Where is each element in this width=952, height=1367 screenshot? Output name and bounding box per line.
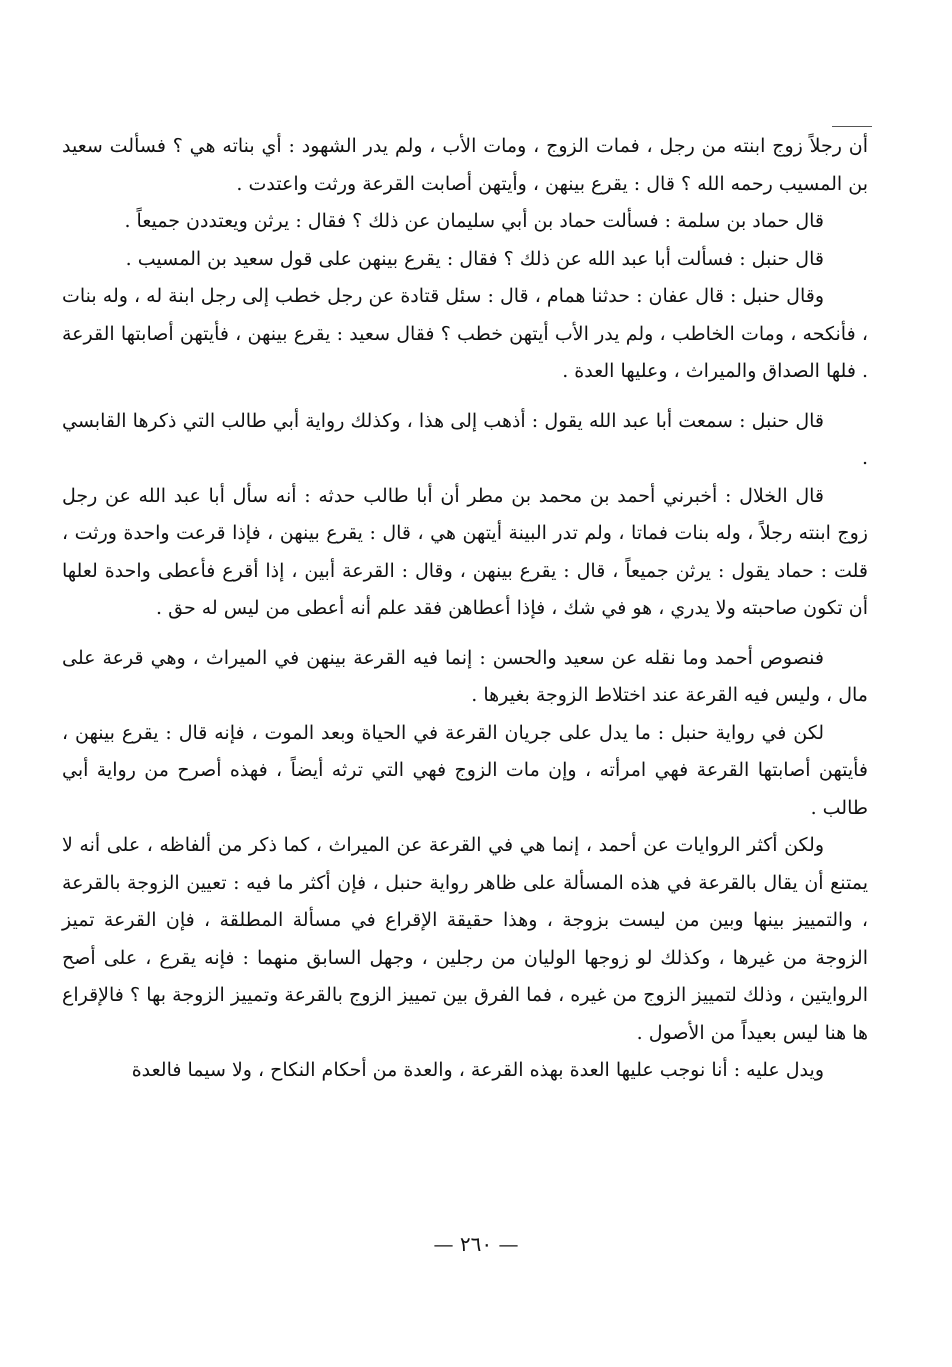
paragraph-2: قال حماد بن سلمة : فسألت حماد بن أبي سليمان عن ذلك ؟ فقال : يرثن ويعتددن جميعاً . [124, 210, 824, 232]
paragraph-1: أن رجلاً زوج ابنته من رجل ، فمات الزوج ، ومات الأب ، ولم يدر الشهود : أي بناته هي ؟ فسألت سعيد بن المسيب رحمه الله ؟ قال : يقرع بينهن ، وأيتهن أصابت القرعة ورثت واعتدت . [62, 135, 868, 195]
paragraph-5: قال حنبل : سمعت أبا عبد الله يقول : أذهب إلى هذا ، وكذلك رواية أبي طالب التي ذكرها القابسي . [62, 409, 868, 469]
paragraph-7: فنصوص أحمد وما نقله عن سعيد والحسن : إنما فيه القرعة بينهن في الميراث ، وهي قرعة على مال ، وليس فيه القرعة عند اختلاط الزوجة بغيرها . [62, 646, 868, 706]
top-rule [832, 126, 872, 127]
paragraph-9: ولكن أكثر الروايات عن أحمد ، إنما هي في القرعة عن الميراث ، كما ذكر من ألفاظه ، على أنه لا يمتنع أن يقال بالقرعة في هذه المسألة على ظاهر رواية حنبل ، فإن أكثر ما فيه : تعيين الزوجة بالقرعة ، والتمييز بينها وبين من ليست بزوجة ، وهذا حقيقة الإقراع في مسألة المطلقة ، فإن القرعة تميز الزوجة من غيرها ، وكذلك لو زوجها الوليان من رجلين ، وجهل السابق منهما : فإنه يقرع ، على أصح الروايتين ، وذلك لتمييز الزوج من غيره ، فما الفرق بين تمييز الزوج بالقرعة وتمييز الزوجة بها ؟ فالإقراع ها هنا ليس بعيداً من الأصول . [62, 834, 868, 1044]
paragraph-10: ويدل عليه : أنا نوجب عليها العدة بهذه القرعة ، والعدة من أحكام النكاح ، ولا سيما فالعدة [131, 1059, 824, 1081]
paragraph-8: لكن في رواية حنبل : ما يدل على جريان القرعة في الحياة وبعد الموت ، فإنه قال : يقرع بينهن ، فأيتهن أصابتها القرعة فهي امرأته ، وإن مات الزوج فهي التي ترثه أيضاً ، فهذه أصرح من رواية أبي طالب . [62, 721, 868, 819]
paragraph-3: قال حنبل : فسألت أبا عبد الله عن ذلك ؟ فقال : يقرع بينهن على قول سعيد بن المسيب . [125, 247, 824, 270]
page-number: — ٢٦٠ — [433, 1232, 519, 1256]
paragraph-6: قال الخلال : أخبرني أحمد بن محمد بن مطر أن أبا طالب حدثه : أنه سأل أبا عبد الله عن رجل زوج ابنته رجلاً ، وله بنات فماتا ، ولم تدر البينة أيتهن هي ، قال : يقرع بينهن ، فإذا قرعت واحدة ورثت ، قلت : حماد يقول : يرثن جميعاً ، قال : يقرع بينهن ، وقال : القرعة أبين ، إذا أقرع فأعطى واحدة لعلها أن تكون صاحبته ولا يدري ، هو في شك ، فإذا أعطاهن فقد علم أنه أعطى من ليس له حق . [62, 484, 868, 619]
paragraph-4: وقال حنبل : قال عفان : حدثنا همام ، قال : سئل قتادة عن رجل خطب إلى رجل ابنة له ، وله بنات ، فأنكحه ، ومات الخاطب ، ولم يدر الأب أيتهن خطب ؟ فقال سعيد : يقرع بينهن ، فأيتهن أصابتها القرعة . فلها الصداق والميراث ، وعليها العدة . [62, 285, 868, 382]
page-body [62, 128, 868, 1090]
